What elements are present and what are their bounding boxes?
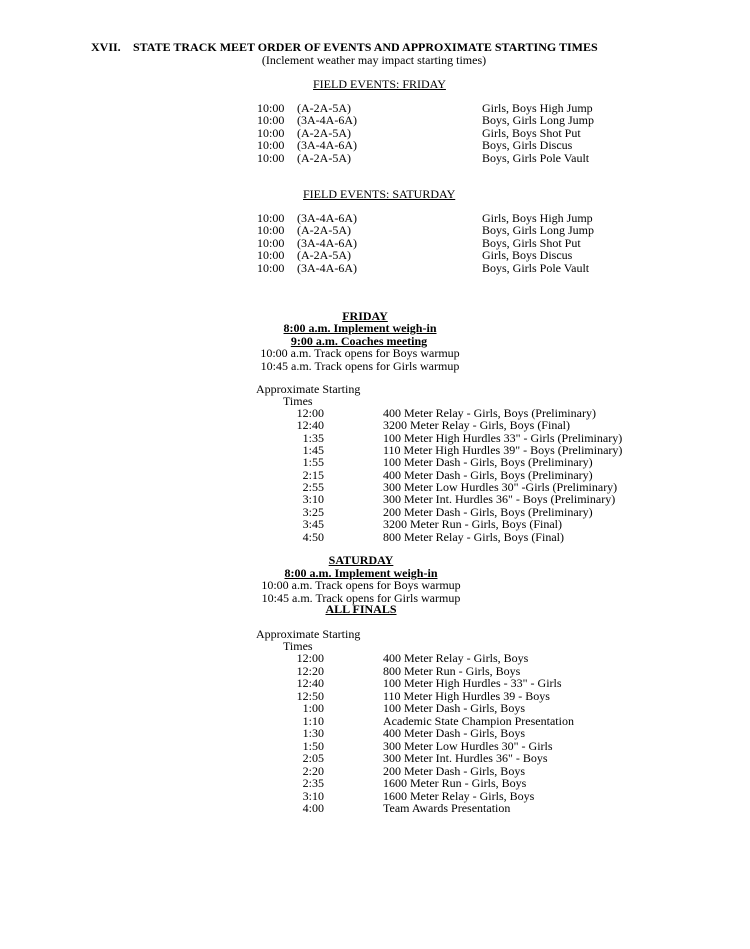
table-row — [0, 152, 750, 165]
event-name: 200 Meter Dash - Girls, Boys (Preliminary) — [383, 504, 593, 519]
event-time: 10:00 — [257, 248, 285, 263]
table-row — [0, 481, 750, 494]
page-subtitle: (Inclement weather may impact starting times) — [261, 53, 487, 67]
event-name: 300 Meter Low Hurdles 30" -Girls (Preliminary) — [383, 480, 618, 495]
table-row — [0, 765, 750, 778]
table-row — [0, 518, 750, 531]
saturday-weigh-in: 8:00 a.m. Implement weigh-in — [284, 566, 438, 580]
event-time: 10:00 — [257, 211, 285, 225]
event-name: 100 Meter High Hurdles 33" - Girls (Preliminary) — [383, 430, 623, 445]
event-name: 110 Meter High Hurdles 39 - Boys — [383, 688, 550, 703]
event-class: (A-2A-5A) — [297, 125, 351, 140]
event-name: 300 Meter Int. Hurdles 36" - Boys — [383, 751, 548, 765]
event-time: 10:00 — [257, 150, 285, 165]
event-time: 3:10 — [302, 492, 324, 507]
event-time: 3:10 — [302, 788, 324, 803]
event-name: 110 Meter High Hurdles 39" - Boys (Preliminary) — [383, 443, 623, 458]
event-name: 300 Meter Low Hurdles 30" - Girls — [383, 738, 553, 753]
event-class: (A-2A-5A) — [297, 223, 351, 238]
event-time: 12:40 — [296, 418, 324, 433]
friday-approx-label: Approximate Starting — [256, 382, 361, 396]
table-row — [0, 677, 750, 690]
table-row — [0, 469, 750, 482]
event-class: (A-2A-5A) — [297, 150, 351, 165]
saturday-approx-label: Approximate Starting — [256, 627, 361, 641]
table-row — [0, 727, 750, 740]
event-time: 10:00 — [257, 113, 285, 128]
event-time: 10:00 — [257, 125, 285, 140]
event-name: 800 Meter Run - Girls, Boys — [383, 663, 521, 678]
table-row — [0, 139, 750, 152]
event-time: 4:00 — [302, 801, 324, 815]
event-name: 400 Meter Dash - Girls, Boys (Preliminary) — [383, 467, 593, 482]
table-row — [0, 127, 750, 140]
event-time: 12:50 — [296, 688, 324, 703]
table-row — [0, 777, 750, 790]
friday-weigh-in: 8:00 a.m. Implement weigh-in — [283, 321, 437, 335]
event-name: 3200 Meter Run - Girls, Boys (Final) — [383, 517, 562, 532]
event-time: 4:50 — [302, 529, 324, 544]
field-saturday-heading: FIELD EVENTS: SATURDAY — [303, 187, 456, 201]
page-title: STATE TRACK MEET ORDER OF EVENTS AND APPROXIMATE STARTING TIMES — [133, 40, 598, 54]
section-number: XVII. — [91, 40, 121, 54]
table-row — [0, 262, 750, 275]
table-row — [0, 690, 750, 703]
table-row — [0, 114, 750, 127]
saturday-girls-warmup: 10:45 a.m. Track opens for Girls warmup — [261, 591, 461, 605]
friday-heading: FRIDAY — [342, 309, 388, 323]
friday-girls-warmup: 10:45 a.m. Track opens for Girls warmup — [260, 359, 460, 373]
event-name: Boys, Girls Pole Vault — [482, 150, 590, 165]
table-row — [0, 456, 750, 469]
event-time: 10:00 — [257, 101, 285, 115]
table-row — [0, 790, 750, 803]
event-name: Boys, Girls Long Jump — [482, 223, 595, 238]
table-row — [0, 652, 750, 665]
table-row — [0, 419, 750, 432]
table-row — [0, 702, 750, 715]
event-time: 1:10 — [302, 713, 324, 728]
event-class: (3A-4A-6A) — [297, 113, 357, 128]
event-time: 10:00 — [257, 235, 285, 250]
event-name: 400 Meter Relay - Girls, Boys (Preliminary) — [383, 406, 596, 420]
event-name: Boys, Girls Discus — [482, 138, 573, 153]
table-row — [0, 432, 750, 445]
event-name: Team Awards Presentation — [383, 801, 511, 815]
table-row — [0, 407, 750, 420]
table-row — [0, 493, 750, 506]
table-row — [0, 740, 750, 753]
event-name: 100 Meter Dash - Girls, Boys (Preliminary) — [383, 455, 593, 470]
event-time: 10:00 — [257, 260, 285, 275]
event-time: 12:20 — [296, 663, 324, 678]
table-row — [0, 506, 750, 519]
event-name: Girls, Boys Shot Put — [482, 125, 581, 140]
table-row — [0, 752, 750, 765]
table-row — [0, 237, 750, 250]
event-name: Academic State Champion Presentation — [383, 713, 574, 728]
table-row — [0, 249, 750, 262]
field-friday-heading: FIELD EVENTS: FRIDAY — [313, 77, 446, 91]
event-time: 1:45 — [302, 443, 324, 458]
event-name: 400 Meter Dash - Girls, Boys — [383, 726, 525, 740]
event-name: 800 Meter Relay - Girls, Boys (Final) — [383, 529, 564, 544]
all-finals-label: ALL FINALS — [325, 602, 397, 616]
friday-coaches-meeting: 9:00 a.m. Coaches meeting — [290, 334, 428, 348]
table-row — [0, 224, 750, 237]
event-time: 12:40 — [296, 676, 324, 690]
event-time: 1:50 — [302, 738, 324, 753]
event-name: 1600 Meter Relay - Girls, Boys — [383, 788, 535, 803]
event-name: Girls, Boys High Jump — [482, 101, 593, 115]
event-name: 100 Meter High Hurdles - 33" - Girls — [383, 676, 562, 690]
saturday-times-label: Times — [283, 639, 313, 653]
event-time: 1:35 — [302, 430, 324, 445]
event-time: 3:45 — [302, 517, 324, 532]
table-row — [0, 715, 750, 728]
table-row — [0, 802, 750, 815]
event-class: (3A-4A-6A) — [297, 235, 357, 250]
event-time: 2:15 — [302, 467, 324, 482]
event-time: 2:20 — [302, 763, 324, 778]
event-time: 12:00 — [296, 406, 324, 420]
event-name: Boys, Girls Long Jump — [482, 113, 595, 128]
event-name: 3200 Meter Relay - Girls, Boys (Final) — [383, 418, 570, 433]
saturday-heading: SATURDAY — [328, 553, 394, 567]
table-row — [0, 102, 750, 115]
event-class: (3A-4A-6A) — [297, 138, 357, 153]
event-name: Boys, Girls Pole Vault — [482, 260, 590, 275]
table-row — [0, 212, 750, 225]
event-time: 1:30 — [302, 726, 324, 740]
friday-times-label: Times — [283, 394, 313, 408]
table-row — [0, 444, 750, 457]
event-time: 2:05 — [302, 751, 324, 765]
event-time: 10:00 — [257, 223, 285, 238]
event-time: 2:35 — [302, 776, 324, 790]
event-name: 200 Meter Dash - Girls, Boys — [383, 763, 525, 778]
event-time: 3:25 — [302, 504, 324, 519]
event-name: Girls, Boys Discus — [482, 248, 573, 263]
event-class: (A-2A-5A) — [297, 248, 351, 263]
event-name: 400 Meter Relay - Girls, Boys — [383, 651, 529, 665]
event-time: 1:55 — [302, 455, 324, 470]
event-class: (3A-4A-6A) — [297, 260, 357, 275]
event-class: (A-2A-5A) — [297, 101, 351, 115]
table-row — [0, 665, 750, 678]
event-name: 1600 Meter Run - Girls, Boys — [383, 776, 527, 790]
event-time: 12:00 — [296, 651, 324, 665]
event-time: 2:55 — [302, 480, 324, 495]
saturday-boys-warmup: 10:00 a.m. Track opens for Boys warmup — [261, 578, 461, 592]
event-name: 100 Meter Dash - Girls, Boys — [383, 701, 525, 715]
event-time: 10:00 — [257, 138, 285, 153]
table-row — [0, 531, 750, 544]
event-name: 300 Meter Int. Hurdles 36" - Boys (Preliminary) — [383, 492, 616, 507]
event-class: (3A-4A-6A) — [297, 211, 357, 225]
event-name: Boys, Girls Shot Put — [482, 235, 581, 250]
event-time: 1:00 — [302, 701, 324, 715]
friday-boys-warmup: 10:00 a.m. Track opens for Boys warmup — [260, 346, 460, 360]
event-name: Girls, Boys High Jump — [482, 211, 593, 225]
